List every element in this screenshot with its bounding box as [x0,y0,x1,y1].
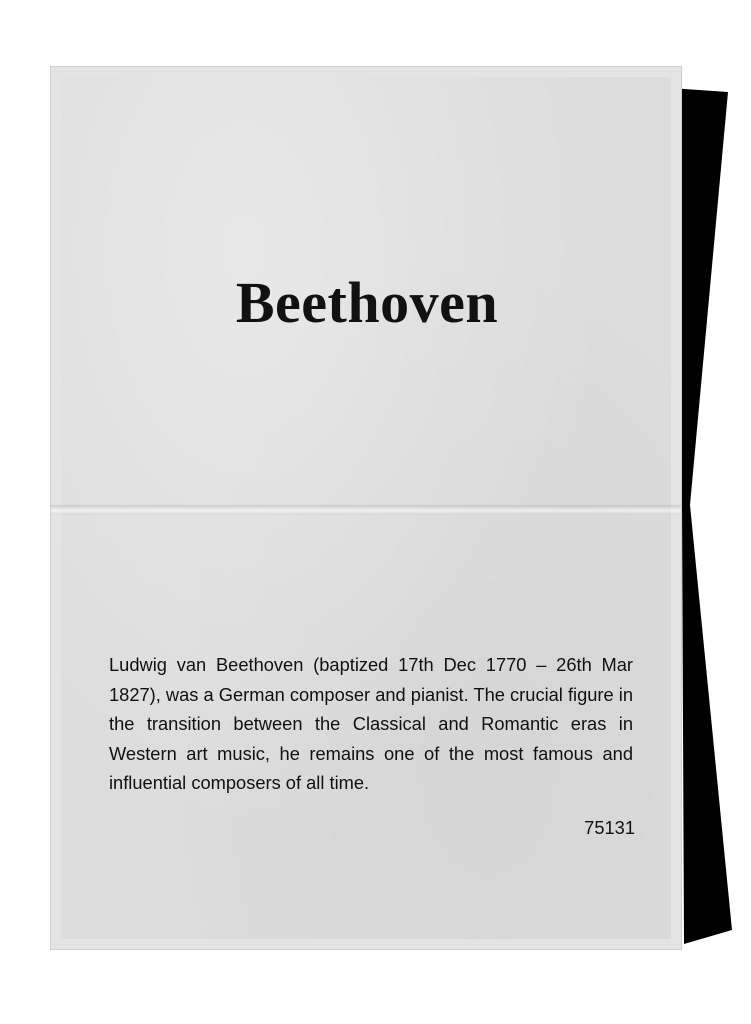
card-title: Beethoven [235,270,499,335]
card-fold-line [51,505,682,515]
card-description: Ludwig van Beethoven (baptized 17th Dec 1770 – 26th Mar 1827), was a German composer and pianist. The crucial figure in the transition between the Classical and Romantic eras in Western art music, he remains one of the most famous and influential composers of all time. [109,654,633,793]
card-catalog-number: 75131 [584,817,635,838]
info-card [50,66,682,950]
